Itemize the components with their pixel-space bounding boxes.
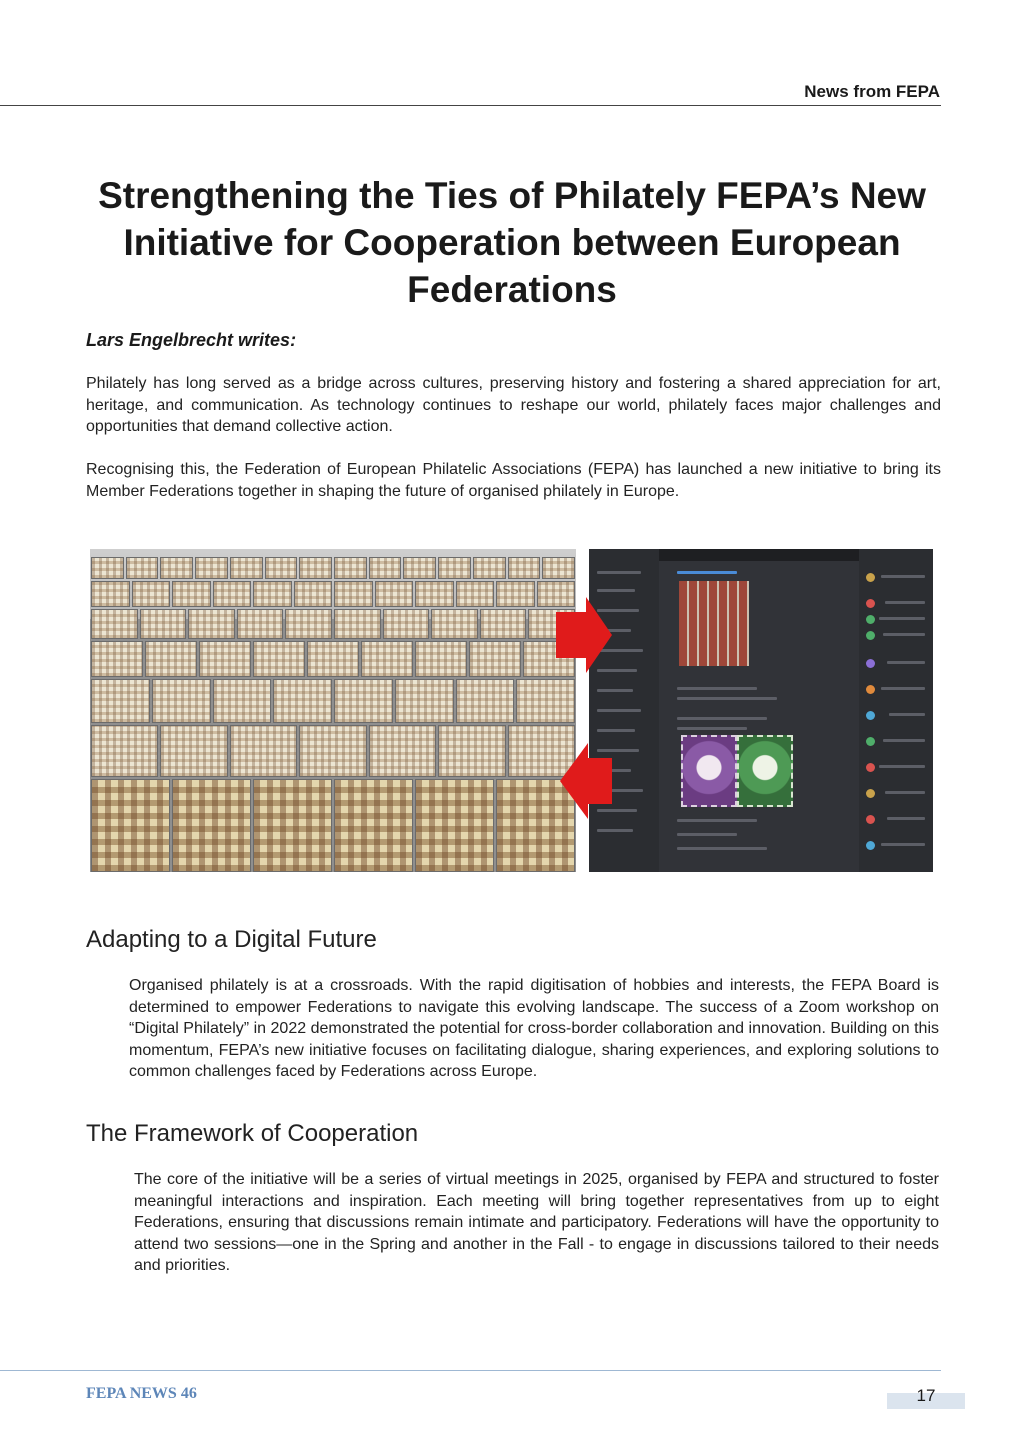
intro-paragraph-1: Philately has long served as a bridge across cultures, preserving history and fostering a shared appreciation for art, heritage, and communication. As technology continues to reshape our world, philately faces major challenges and opportunities that demand collective action. bbox=[86, 375, 941, 435]
discord-chat-screenshot bbox=[589, 549, 933, 872]
intro-paragraph-2: Recognising this, the Federation of European Philatelic Associations (FEPA) has launched a new initiative to bring its Member Federations together in shaping the future of organised philately in Europe. bbox=[86, 461, 941, 500]
footer-publication: FEPA NEWS 46 bbox=[86, 1385, 197, 1402]
footer-rule bbox=[0, 1370, 941, 1371]
page-number: 17 bbox=[916, 1386, 936, 1405]
exhibition-hall-photo bbox=[90, 549, 576, 872]
section-body-framework: The core of the initiative will be a series of virtual meetings in 2025, organised by FEPA and structured to foster meaningful interactions and inspiration. Each meeting will bring together representatives from up to eight Federations, ensuring that discussions remain intimate and participatory. Federations will have the opportunity to attend two sessions—one in the Spring and another in the Fall - to engage in discussions tailored to their needs and priorities. bbox=[134, 1171, 939, 1274]
byline: Lars Engelbrecht writes: bbox=[86, 330, 297, 350]
section-heading-digital-future: Adapting to a Digital Future bbox=[86, 926, 377, 953]
header-section-label: News from FEPA bbox=[804, 82, 940, 101]
section-heading-framework: The Framework of Cooperation bbox=[86, 1120, 419, 1147]
header-rule bbox=[0, 105, 941, 106]
article-title: Strengthening the Ties of Philately FEPA’s New Initiative for Cooperation between European Federations bbox=[98, 175, 926, 310]
section-body-digital-future: Organised philately is at a crossroads. With the rapid digitisation of hobbies and interests, the FEPA Board is determined to empower Federations to navigate this evolving landscape. The success of a Zoom workshop on “Digital Philately” in 2022 demonstrated the potential for cross-border collaboration and innovation. Building on this momentum, FEPA’s new initiative focuses on facilitating dialogue, sharing experiences, and exploring solutions to common challenges faced by Federations across Europe. bbox=[129, 977, 939, 1080]
